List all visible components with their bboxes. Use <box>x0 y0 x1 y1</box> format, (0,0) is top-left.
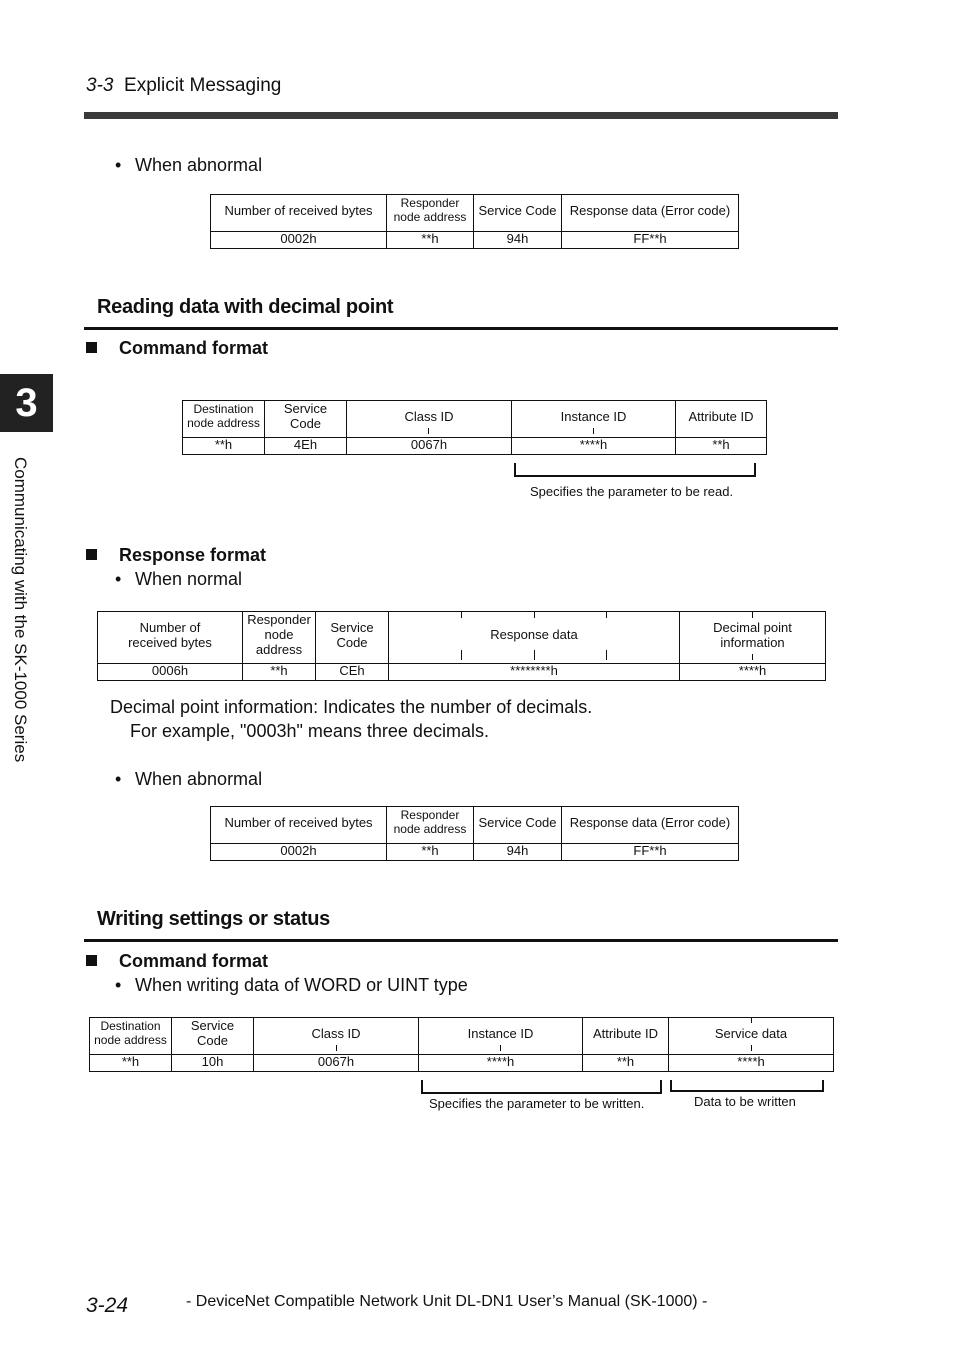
col-header: Decimal point information <box>680 612 826 660</box>
bullet-when-writing: • When writing data of WORD or UINT type <box>115 975 468 995</box>
cell-value: ****h <box>680 663 826 680</box>
abnormal-response-table-1 <box>210 194 739 249</box>
col-header: Service Code <box>172 1018 254 1051</box>
col-header: Service Code <box>474 195 562 228</box>
cell-value: ****h <box>669 1054 834 1071</box>
cell-value: FF**h <box>562 843 739 860</box>
cell-value: FF**h <box>562 231 739 248</box>
col-header: Attribute ID <box>676 401 767 434</box>
service-data-bracket <box>670 1080 824 1092</box>
byte-divider <box>461 612 462 618</box>
decimal-info-line-1: Decimal point information: Indicates the number of decimals. <box>110 697 593 717</box>
footer-manual-title: - DeviceNet Compatible Network Unit DL-DN1 User’s Manual (SK-1000) - <box>186 1293 708 1310</box>
response-format-heading: Response format <box>86 545 266 566</box>
cell-value: 94h <box>474 843 562 860</box>
cell-value: ****h <box>512 437 676 454</box>
writing-data-note: Data to be written <box>694 1094 796 1109</box>
normal-response-table <box>97 611 826 681</box>
writing-command-format-heading: Command format <box>86 951 268 972</box>
reading-title-rule <box>84 327 838 330</box>
writing-title-rule <box>84 939 838 942</box>
col-header: Destination node address <box>90 1018 172 1051</box>
col-header: Service Code <box>265 401 347 434</box>
col-header: Responder node address <box>243 612 316 660</box>
byte-divider <box>428 428 429 434</box>
abnormal-response-table-2 <box>210 806 739 861</box>
reading-command-table <box>182 400 767 455</box>
col-header: Responder node address <box>387 807 474 840</box>
reading-command-format-heading: Command format <box>86 338 268 359</box>
square-bullet-icon <box>86 549 97 560</box>
bullet-when-abnormal-2: • When abnormal <box>115 769 263 789</box>
cell-value: **h <box>90 1054 172 1071</box>
byte-divider <box>593 428 594 434</box>
byte-divider <box>461 650 462 660</box>
cell-value: 4Eh <box>265 437 347 454</box>
cell-value: ********h <box>389 663 680 680</box>
cell-value: CEh <box>316 663 389 680</box>
col-header: Response data <box>389 612 680 660</box>
square-bullet-icon <box>86 342 97 353</box>
reading-command-note: Specifies the parameter to be read. <box>530 484 734 499</box>
bullet-when-abnormal-1: • When abnormal <box>115 155 263 175</box>
byte-divider <box>534 650 535 660</box>
cell-value: 0002h <box>211 843 387 860</box>
col-header: Destination node address <box>183 401 265 434</box>
writing-command-table <box>89 1017 834 1072</box>
header-rule <box>84 112 838 119</box>
cell-value: 0006h <box>98 663 243 680</box>
bullet-when-normal: • When normal <box>115 569 243 589</box>
cell-value: **h <box>387 843 474 860</box>
cell-value: **h <box>676 437 767 454</box>
parameter-bracket <box>421 1080 662 1094</box>
cell-value: 0067h <box>347 437 512 454</box>
col-header: Instance ID <box>419 1018 583 1051</box>
col-header: Class ID <box>254 1018 419 1051</box>
byte-divider <box>752 612 753 618</box>
writing-param-note: Specifies the parameter to be written. <box>429 1096 645 1111</box>
cell-value: 0067h <box>254 1054 419 1071</box>
byte-divider <box>606 650 607 660</box>
cell-value: 94h <box>474 231 562 248</box>
cell-value: **h <box>183 437 265 454</box>
col-header: Response data (Error code) <box>562 807 739 840</box>
byte-divider <box>751 1045 752 1051</box>
chapter-tab: 3 <box>0 374 53 432</box>
col-header: Attribute ID <box>583 1018 669 1051</box>
col-header: Service Code <box>316 612 389 660</box>
byte-divider <box>336 1045 337 1051</box>
col-header: Instance ID <box>512 401 676 434</box>
col-header: Class ID <box>347 401 512 434</box>
col-header: Number of received bytes <box>211 195 387 228</box>
byte-divider <box>606 612 607 618</box>
parameter-bracket <box>514 463 756 477</box>
section-number: 3-3 <box>86 75 114 96</box>
page-header <box>86 75 281 97</box>
col-header: Service data <box>669 1018 834 1051</box>
cell-value: 10h <box>172 1054 254 1071</box>
decimal-info-line-2: For example, "0003h" means three decimals. <box>130 721 489 741</box>
page-number: 3-24 <box>86 1294 129 1317</box>
col-header: Response data (Error code) <box>562 195 739 228</box>
byte-divider <box>534 612 535 618</box>
byte-divider <box>752 654 753 660</box>
cell-value: ****h <box>419 1054 583 1071</box>
cell-value: **h <box>583 1054 669 1071</box>
section-title: Explicit Messaging <box>124 75 282 96</box>
chapter-side-label: Communicating with the SK-1000 Series <box>11 457 30 763</box>
square-bullet-icon <box>86 955 97 966</box>
byte-divider <box>751 1017 752 1023</box>
col-header: Service Code <box>474 807 562 840</box>
reading-section-title: Reading data with decimal point <box>97 296 394 318</box>
col-header: Number of received bytes <box>98 612 243 660</box>
cell-value: **h <box>243 663 316 680</box>
cell-value: **h <box>387 231 474 248</box>
cell-value: 0002h <box>211 231 387 248</box>
col-header: Responder node address <box>387 195 474 228</box>
writing-section-title: Writing settings or status <box>97 908 330 930</box>
byte-divider <box>500 1045 501 1051</box>
col-header: Number of received bytes <box>211 807 387 840</box>
